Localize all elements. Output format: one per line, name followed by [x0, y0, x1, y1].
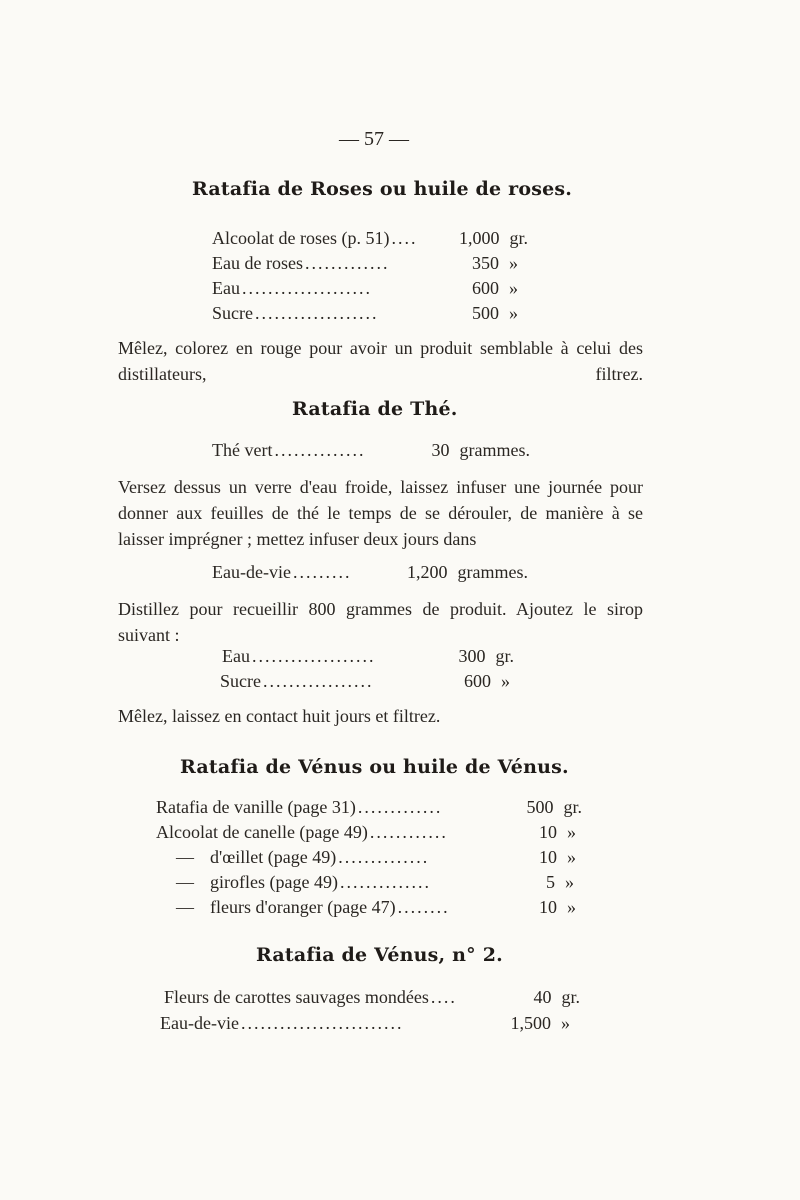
page-number: — 57 — [339, 128, 409, 150]
ingredient-quantity: 350 [472, 253, 499, 273]
ingredient-unit: » [509, 303, 518, 323]
ingredient-quantity: 10 [539, 847, 557, 867]
ingredient-name: Sucre [212, 303, 253, 323]
paragraph: Versez dessus un verre d'eau froide, laissez infuser une journée pour donner aux feuilles de thé le temps de se dérouler, de manière à se laisser imprégner ; mettez infuser deux jours dans [118, 477, 643, 549]
ingredient-name: Thé vert [212, 440, 273, 460]
ingredient-unit: » [567, 847, 576, 867]
ingredient-quantity: 500 [526, 797, 554, 817]
paragraph: Distillez pour recueillir 800 grammes de produit. Ajoutez le sirop suivant : [118, 599, 643, 645]
ingredient-quantity: 600 [472, 278, 499, 298]
ingredient-name: Eau-de-vie [212, 562, 291, 582]
ingredient-name: Alcoolat de canelle (page 49) [156, 822, 368, 842]
ingredient-unit: grammes. [459, 440, 530, 460]
leader-dots: .................... [241, 278, 372, 298]
ingredient-row [212, 228, 528, 249]
leader-dots: ................... [251, 646, 376, 666]
ingredient-quantity: 600 [464, 671, 491, 691]
section-heading: Ratafia de Thé. [292, 398, 458, 420]
ingredient-row [156, 797, 582, 818]
ingredient-unit: » [567, 897, 576, 917]
ingredient-unit: » [509, 253, 518, 273]
ditto-dash: — [176, 897, 194, 917]
ingredient-unit: » [565, 872, 574, 892]
ditto-dash: — [176, 872, 194, 892]
ingredient-unit: gr. [561, 987, 580, 1007]
section-heading: Ratafia de Roses ou huile de roses. [192, 178, 573, 200]
ingredient-unit: grammes. [457, 562, 528, 582]
ingredient-row [212, 278, 518, 299]
ingredient-unit: gr. [509, 228, 528, 248]
ingredient-quantity: 10 [539, 897, 557, 917]
leader-dots: ......................... [240, 1013, 404, 1033]
ingredient-quantity: 40 [533, 987, 552, 1007]
ingredient-row [212, 440, 530, 461]
leader-dots: ............. [304, 253, 390, 273]
ingredient-unit: » [561, 1013, 570, 1033]
ingredient-unit: gr. [495, 646, 514, 666]
ingredient-row [176, 897, 576, 918]
paragraph: Mêlez, colorez en rouge pour avoir un produit semblable à celui des distillateurs, filtrez. [118, 338, 643, 384]
section-heading: Ratafia de Vénus, n° 2. [256, 944, 503, 966]
ingredient-quantity: 500 [472, 303, 499, 323]
ingredient-name: d'œillet (page 49) [210, 847, 337, 867]
ingredient-quantity: 10 [539, 822, 557, 842]
ingredient-row [164, 987, 580, 1008]
leader-dots: ................. [262, 671, 374, 691]
leader-dots: .............. [338, 847, 430, 867]
ingredient-row [222, 646, 514, 667]
ditto-dash: — [176, 847, 194, 867]
leader-dots: ............ [369, 822, 448, 842]
ingredient-name: Fleurs de carottes sauvages mondées [164, 987, 429, 1007]
leader-dots: .... [430, 987, 457, 1007]
ingredient-name: Eau [222, 646, 250, 666]
ingredient-quantity: 5 [546, 872, 555, 892]
ingredient-row [220, 671, 510, 692]
leader-dots: ......... [292, 562, 352, 582]
ingredient-quantity: 30 [431, 440, 450, 460]
ingredient-row [176, 872, 574, 893]
ingredient-row [176, 847, 576, 868]
ingredient-quantity: 1,000 [458, 228, 500, 248]
ingredient-unit: » [509, 278, 518, 298]
ingredient-name: Eau-de-vie [160, 1013, 239, 1033]
ingredient-row [212, 253, 518, 274]
section-heading: Ratafia de Vénus ou huile de Vénus. [180, 756, 569, 778]
ingredient-name: Eau de roses [212, 253, 303, 273]
ingredient-name: girofles (page 49) [210, 872, 338, 892]
ingredient-row [156, 822, 576, 843]
leader-dots: ........ [397, 897, 450, 917]
ingredient-unit: » [567, 822, 576, 842]
ingredient-row [160, 1013, 570, 1034]
leader-dots: .... [391, 228, 418, 248]
ingredient-quantity: 1,200 [407, 562, 448, 582]
ingredient-name: Sucre [220, 671, 261, 691]
ingredient-name: Ratafia de vanille (page 31) [156, 797, 356, 817]
ingredient-unit: gr. [563, 797, 582, 817]
leader-dots: ................... [254, 303, 379, 323]
paragraph: Mêlez, laissez en contact huit jours et filtrez. [118, 706, 441, 726]
ingredient-row [212, 303, 518, 324]
ingredient-quantity: 1,500 [510, 1013, 551, 1033]
leader-dots: .............. [339, 872, 431, 892]
ingredient-name: Eau [212, 278, 240, 298]
ingredient-row [212, 562, 528, 583]
leader-dots: ............. [357, 797, 443, 817]
ingredient-quantity: 300 [458, 646, 486, 666]
ingredient-name: Alcoolat de roses (p. 51) [212, 228, 390, 248]
leader-dots: .............. [274, 440, 366, 460]
ingredient-name: fleurs d'oranger (page 47) [210, 897, 396, 917]
ingredient-unit: » [501, 671, 510, 691]
